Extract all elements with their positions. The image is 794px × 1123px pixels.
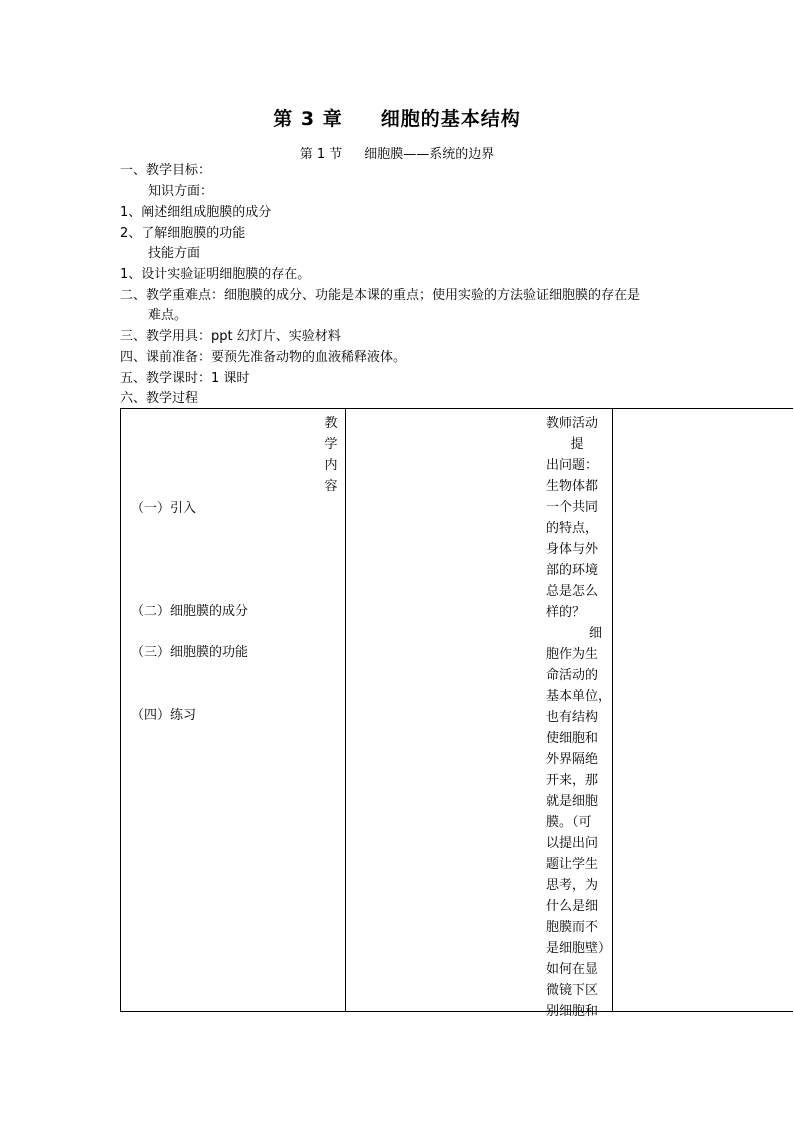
skills-item-1: 1、设计实验证明细胞膜的存在。 [120, 267, 311, 282]
knowledge-item-2: 2、了解细胞膜的功能 [120, 226, 246, 241]
section-number: 第 1 节 [299, 147, 343, 162]
student-activity-column [613, 409, 794, 1012]
skills-heading: 技能方面 [148, 246, 201, 261]
teaching-tools-line: 三、教学用具：ppt 幻灯片、实验材料 [120, 329, 341, 344]
teaching-process-table [120, 408, 793, 1019]
teacher-activity-text: 教师活动 提 出问题： 生物体都 一个共同 的特点， 身体与外 部的环境 总是怎么 样的？ 细 胞作为生 命活动的 基本单位， 也有结构 使细胞和 外界隔绝 开来，那 就是细胞 膜。（可 以提出问 题让学生 思考，为 什么是细 胞膜而不 是细胞壁） 如何在显 微镜下区 别细胞和 [546, 413, 608, 1022]
knowledge-item-1: 1、阐述细组成胞膜的成分 [120, 205, 272, 220]
section-title [0, 143, 794, 162]
teacher-activity-column [346, 409, 613, 1019]
chapter-title [0, 104, 794, 131]
objectives-heading: 一、教学目标： [120, 163, 212, 178]
chapter-name: 细胞的基本结构 [380, 108, 521, 130]
preparation-line: 四、课前准备：要预先准备动物的血液稀释液体。 [120, 350, 407, 365]
section-exercise: （四）练习 [131, 708, 197, 723]
chapter-number: 第 3 章 [273, 108, 343, 130]
section-name: 细胞膜——系统的边界 [364, 147, 495, 162]
teacher-activity-header: 教师活动 [546, 416, 599, 431]
content-column [121, 409, 346, 1012]
content-column-header: 教 学 内 容 [324, 416, 338, 494]
section-membrane-functions: （三）细胞膜的功能 [131, 645, 249, 660]
process-heading: 六、教学过程 [120, 391, 199, 406]
section-intro: （一）引入 [131, 501, 197, 516]
key-points-continued: 难点。 [148, 308, 188, 323]
knowledge-heading: 知识方面： [148, 184, 214, 199]
section-membrane-components: （二）细胞膜的成分 [131, 604, 249, 619]
key-points-line: 二、教学重难点：细胞膜的成分、功能是本课的重点；使用实验的方法验证细胞膜的存在是 [120, 288, 641, 303]
class-hours-line: 五、教学课时：1 课时 [120, 371, 250, 386]
